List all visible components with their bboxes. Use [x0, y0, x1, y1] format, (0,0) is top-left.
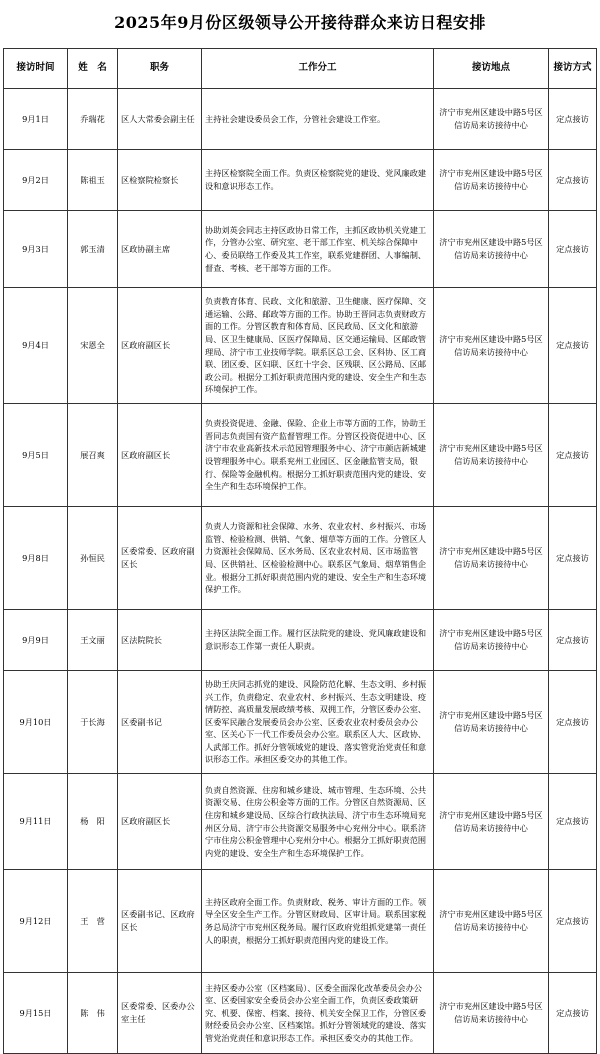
cell-name: 郭玉清: [68, 211, 118, 288]
table-row: [4, 671, 597, 774]
cell-location: 济宁市兖州区建设中路5号区信访局来访接待中心: [434, 211, 549, 288]
cell-method: 定点接访: [549, 973, 597, 1054]
cell-name: 陈 伟: [68, 973, 118, 1054]
cell-position: 区委常委、区政府副区长: [118, 507, 202, 610]
cell-date: 9月9日: [4, 610, 68, 671]
cell-method: 定点接访: [549, 870, 597, 973]
cell-duty: 主持区法院全面工作。履行区法院党的建设、党风廉政建设和意识形态工作第一责任人职责。: [202, 610, 434, 671]
table-row: [4, 150, 597, 211]
cell-date: 9月12日: [4, 870, 68, 973]
cell-date: 9月4日: [4, 288, 68, 404]
cell-position: 区法院院长: [118, 610, 202, 671]
cell-position: 区政府副区长: [118, 288, 202, 404]
cell-method: 定点接访: [549, 89, 597, 150]
cell-location: 济宁市兖州区建设中路5号区信访局来访接待中心: [434, 150, 549, 211]
table-row: [4, 973, 597, 1054]
cell-date: 9月10日: [4, 671, 68, 774]
cell-position: 区委副书记: [118, 671, 202, 774]
cell-method: 定点接访: [549, 404, 597, 507]
cell-position: 区政府副区长: [118, 404, 202, 507]
cell-method: 定点接访: [549, 507, 597, 610]
cell-position: 区委副书记、区政府区长: [118, 870, 202, 973]
cell-position: 区人大常委会副主任: [118, 89, 202, 150]
cell-name: 陈祖玉: [68, 150, 118, 211]
cell-name: 王文丽: [68, 610, 118, 671]
cell-duty: 协助王庆同志抓党的建设、风险防范化解、生态文明、乡村振兴工作，负责稳定、农业农村、乡村振兴、生态文明建设、疫情防控、高质量发展政绩考核、双拥工作，分管区委办公室、区委军民融合发展委员会办公室、区委农业农村委员会办公室、区关心下一代工作委员会办公室。联系区人大、区政协、人武部工作。抓好分管领域党的建设、落实管党治党责任和意识形态工作。承担区委交办的其他工作。: [202, 671, 434, 774]
header-position: 职务: [118, 49, 202, 89]
cell-location: 济宁市兖州区建设中路5号区信访局来访接待中心: [434, 89, 549, 150]
header-location: 接访地点: [434, 49, 549, 89]
cell-location: 济宁市兖州区建设中路5号区信访局来访接待中心: [434, 973, 549, 1054]
cell-duty: 主持区委办公室（区档案局）、区委全面深化改革委员会办公室、区委国家安全委员会办公室全面工作，负责区委政策研究、机要、保密、档案、接待、机关安全保卫工作，分管区委财经委员会办公室、区档案馆。抓好分管领域党的建设、落实管党治党责任和意识形态工作。承担区委交办的其他工作。: [202, 973, 434, 1054]
cell-date: 9月11日: [4, 774, 68, 870]
cell-location: 济宁市兖州区建设中路5号区信访局来访接待中心: [434, 288, 549, 404]
table-header-row: [4, 49, 597, 89]
cell-name: 王 营: [68, 870, 118, 973]
cell-date: 9月8日: [4, 507, 68, 610]
table-row: [4, 211, 597, 288]
cell-date: 9月15日: [4, 973, 68, 1054]
table-row: [4, 507, 597, 610]
cell-method: 定点接访: [549, 150, 597, 211]
cell-date: 9月5日: [4, 404, 68, 507]
cell-duty: 主持社会建设委员会工作，分管社会建设工作室。: [202, 89, 434, 150]
header-method: 接访方式: [549, 49, 597, 89]
cell-location: 济宁市兖州区建设中路5号区信访局来访接待中心: [434, 404, 549, 507]
cell-date: 9月3日: [4, 211, 68, 288]
cell-duty: 负责教育体育、民政、文化和旅游、卫生健康、医疗保障、交通运输、公路、邮政等方面的工作。协助王晋同志负责财政方面的工作。分管区教育和体育局、区民政局、区文化和旅游局、区卫生健康局、区医疗保障局、区交通运输局、区邮政管理局、济宁市工业技师学院。联系区总工会、区科协、区工商联、团区委、区妇联、区红十字会、区残联、区公路局、区邮政公司。根据分工抓好职责范围内党的建设、安全生产和生态环境保护工作。: [202, 288, 434, 404]
cell-location: 济宁市兖州区建设中路5号区信访局来访接待中心: [434, 507, 549, 610]
schedule-table: [3, 48, 597, 1054]
cell-method: 定点接访: [549, 774, 597, 870]
cell-position: 区政府副区长: [118, 774, 202, 870]
page-title: 2025年9月份区级领导公开接待群众来访日程安排: [114, 13, 486, 32]
cell-position: 区政协副主席: [118, 211, 202, 288]
cell-name: 乔瑞花: [68, 89, 118, 150]
table-row: [4, 774, 597, 870]
header-duty: 工作分工: [202, 49, 434, 89]
cell-duty: 主持区检察院全面工作。负责区检察院党的建设、党风廉政建设和意识形态工作。: [202, 150, 434, 211]
cell-name: 于长海: [68, 671, 118, 774]
cell-duty: 协助刘英会同志主持区政协日常工作，主抓区政协机关党建工作，分管办公室、研究室、老干部工作室、机关综合保障中心、委员联络工作委及其工作室，联系党建群团、人事编制、督查、考核、老干部等方面的工作。: [202, 211, 434, 288]
cell-location: 济宁市兖州区建设中路5号区信访局来访接待中心: [434, 774, 549, 870]
cell-date: 9月2日: [4, 150, 68, 211]
table-row: [4, 404, 597, 507]
cell-method: 定点接访: [549, 610, 597, 671]
cell-method: 定点接访: [549, 211, 597, 288]
cell-name: 宋恩全: [68, 288, 118, 404]
cell-location: 济宁市兖州区建设中路5号区信访局来访接待中心: [434, 671, 549, 774]
table-row: [4, 89, 597, 150]
cell-name: 杨 阳: [68, 774, 118, 870]
header-date: 接访时间: [4, 49, 68, 89]
cell-method: 定点接访: [549, 671, 597, 774]
cell-duty: 负责人力资源和社会保障、水务、农业农村、乡村振兴、市场监管、检验检测、供销、气象、烟草等方面的工作。分管区人力资源社会保障局、区水务局、区农业农村局、区市场监管局、区供销社、区检验检测中心。联系区气象局、烟草销售企业。根据分工抓好职责范围内党的建设、安全生产和生态环境保护工作。: [202, 507, 434, 610]
table-row: [4, 288, 597, 404]
header-name: 姓 名: [68, 49, 118, 89]
cell-method: 定点接访: [549, 288, 597, 404]
cell-location: 济宁市兖州区建设中路5号区信访局来访接待中心: [434, 610, 549, 671]
cell-name: 孙恒民: [68, 507, 118, 610]
table-row: [4, 870, 597, 973]
cell-duty: 负责投资促进、金融、保险、企业上市等方面的工作，协助王晋同志负责国有资产监督管理工作。分管区投资促进中心、区济宁市农业高新技术示范园管理服务中心、济宁市颜店新城建设管理服务中心。联系兖州工业园区、区金融监管支局，银行、保险等金融机构。根据分工抓好职责范围内党的建设、安全生产和生态环境保护工作。: [202, 404, 434, 507]
cell-name: 展召爽: [68, 404, 118, 507]
table-row: [4, 610, 597, 671]
cell-location: 济宁市兖州区建设中路5号区信访局来访接待中心: [434, 870, 549, 973]
cell-position: 区检察院检察长: [118, 150, 202, 211]
cell-position: 区委常委、区委办公室主任: [118, 973, 202, 1054]
cell-date: 9月1日: [4, 89, 68, 150]
cell-duty: 主持区政府全面工作。负责财政、税务、审计方面的工作。领导全区安全生产工作。分管区财政局、区审计局。联系国家税务总局济宁市兖州区税务局。履行区政府党组抓党建第一责任人的职责，根据分工抓好职责范围内党的建设工作。: [202, 870, 434, 973]
cell-duty: 负责自然资源、住房和城乡建设、城市管理、生态环境、公共资源交易、住房公积金等方面的工作。分管区自然资源局、区住房和城乡建设局、区综合行政执法局、济宁市生态环境局兖州区分局、济宁市公共资源交易服务中心兖州分中心。联系济宁市住房公积金管理中心兖州分中心。根据分工抓好职责范围内党的建设、安全生产和生态环境保护工作。: [202, 774, 434, 870]
